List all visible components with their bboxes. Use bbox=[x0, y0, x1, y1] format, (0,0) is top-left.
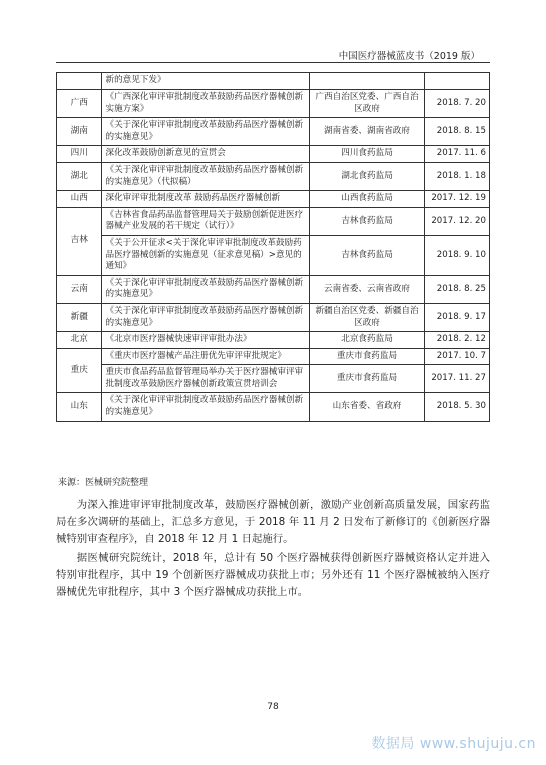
issuer-cell: 重庆市食药监局 bbox=[310, 365, 424, 393]
table-row bbox=[57, 162, 490, 190]
issuer-cell bbox=[310, 73, 424, 90]
region-cell: 湖南 bbox=[57, 118, 102, 146]
watermark: 数据局 www.shujuju.cn bbox=[371, 736, 536, 752]
date-cell: 2018. 5. 30 bbox=[424, 393, 489, 421]
table-row bbox=[57, 73, 490, 90]
region-cell: 吉林 bbox=[57, 207, 102, 275]
region-cell: 山东 bbox=[57, 393, 102, 421]
document-cell: 深化审评审批制度改革 鼓励药品医疗器械创新 bbox=[102, 191, 310, 208]
region-cell: 重庆 bbox=[57, 348, 102, 393]
region-cell: 广西 bbox=[57, 90, 102, 118]
issuer-cell: 湖南省委、湖南省政府 bbox=[310, 118, 424, 146]
header-rule bbox=[56, 62, 490, 63]
region-cell: 四川 bbox=[57, 146, 102, 163]
table-row bbox=[57, 303, 490, 331]
issuer-cell: 湖北食药监局 bbox=[310, 162, 424, 190]
issuer-cell: 重庆市食药监局 bbox=[310, 348, 424, 365]
policy-table bbox=[56, 72, 490, 422]
document-cell: 《吉林省食品药品监督管理局关于鼓励创新促进医疗器械产业发展的若干规定（试行）》 bbox=[102, 207, 310, 235]
document-cell: 重庆市食品药品监督管理局举办关于医疗器械审评审批制度改革鼓励医疗器械创新政策宣贯培训会 bbox=[102, 365, 310, 393]
region-cell: 北京 bbox=[57, 332, 102, 349]
table-row bbox=[57, 191, 490, 208]
date-cell: 2017. 12. 19 bbox=[424, 191, 489, 208]
table-row bbox=[57, 348, 490, 365]
document-cell: 新的意见下发》 bbox=[102, 73, 310, 90]
document-cell: 《关于深化审评审批制度改革鼓励药品医疗器械创新的实施意见》（代拟稿） bbox=[102, 162, 310, 190]
date-cell: 2018. 8. 15 bbox=[424, 118, 489, 146]
document-cell: 《关于深化审评审批制度改革鼓励药品医疗器械创新的实施意见》 bbox=[102, 393, 310, 421]
date-cell: 2017. 11. 6 bbox=[424, 146, 489, 163]
date-cell bbox=[424, 73, 489, 90]
document-cell: 《关于公开征求<关于深化审评审批制度改革鼓励药品医疗器械创新的实施意见（征求意见稿）>意见的通知》 bbox=[102, 235, 310, 275]
table-row bbox=[57, 90, 490, 118]
issuer-cell: 云南省委、云南省政府 bbox=[310, 275, 424, 303]
date-cell: 2017. 12. 20 bbox=[424, 207, 489, 235]
date-cell: 2017. 10. 7 bbox=[424, 348, 489, 365]
date-cell: 2018. 1. 18 bbox=[424, 162, 489, 190]
issuer-cell: 新疆自治区党委、新疆自治区政府 bbox=[310, 303, 424, 331]
table-row bbox=[57, 235, 490, 275]
issuer-cell: 四川食药监局 bbox=[310, 146, 424, 163]
issuer-cell: 广西自治区党委、广西自治区政府 bbox=[310, 90, 424, 118]
table-row bbox=[57, 365, 490, 393]
document-cell: 《北京市医疗器械快速审评审批办法》 bbox=[102, 332, 310, 349]
table-row bbox=[57, 146, 490, 163]
document-cell: 《关于深化审评审批制度改革鼓励药品医疗器械创新的实施意见》 bbox=[102, 118, 310, 146]
region-cell bbox=[57, 73, 102, 90]
document-cell: 《关于深化审评审批制度改革鼓励药品医疗器械创新的实施意见》 bbox=[102, 275, 310, 303]
region-cell: 云南 bbox=[57, 275, 102, 303]
issuer-cell: 北京食药监局 bbox=[310, 332, 424, 349]
body-paragraph: 据医械研究院统计，2018 年，总计有 50 个医疗器械获得创新医疗器械资格认定并进入特别审批程序，其中 19 个创新医疗器械成功获批上市；另外还有 11 个医疗器械被纳入医疗器械优先审批程序，其中 3 个医疗器械成功获批上市。 bbox=[56, 552, 490, 598]
table-row bbox=[57, 393, 490, 421]
issuer-cell: 吉林食药监局 bbox=[310, 207, 424, 235]
issuer-cell: 山东省委、省政府 bbox=[310, 393, 424, 421]
date-cell: 2018. 8. 25 bbox=[424, 275, 489, 303]
region-cell: 湖北 bbox=[57, 162, 102, 190]
table-row bbox=[57, 275, 490, 303]
table-row bbox=[57, 332, 490, 349]
document-cell: 深化改革鼓励创新意见的宣贯会 bbox=[102, 146, 310, 163]
region-cell: 山西 bbox=[57, 191, 102, 208]
document-cell: 《重庆市医疗器械产品注册优先审评审批规定》 bbox=[102, 348, 310, 365]
page-header-title: 中国医疗器械蓝皮书（2019 版） bbox=[338, 51, 480, 62]
page-number: 78 bbox=[267, 702, 279, 712]
date-cell: 2017. 11. 27 bbox=[424, 365, 489, 393]
date-cell: 2018. 2. 12 bbox=[424, 332, 489, 349]
date-cell: 2018. 9. 10 bbox=[424, 235, 489, 275]
body-paragraph: 为深入推进审评审批制度改革，鼓励医疗器械创新，激励产业创新高质量发展，国家药监局在多次调研的基础上，汇总多方意见，于 2018 年 11 月 2 日发布了新修订的《创新医疗器械特别审查程序》，自 2018 年 12 月 1 日起施行。 bbox=[56, 499, 490, 545]
date-cell: 2018. 9. 17 bbox=[424, 303, 489, 331]
table-source-note: 来源：医械研究院整理 bbox=[58, 478, 149, 488]
table-row bbox=[57, 118, 490, 146]
document-cell: 《广西深化审评审批制度改革鼓励药品医疗器械创新实施方案》 bbox=[102, 90, 310, 118]
date-cell: 2018. 7. 20 bbox=[424, 90, 489, 118]
issuer-cell: 山西食药监局 bbox=[310, 191, 424, 208]
issuer-cell: 吉林食药监局 bbox=[310, 235, 424, 275]
region-cell: 新疆 bbox=[57, 303, 102, 331]
document-cell: 《关于深化审评审批制度改革鼓励药品医疗器械创新的实施意见》 bbox=[102, 303, 310, 331]
table-row bbox=[57, 207, 490, 235]
